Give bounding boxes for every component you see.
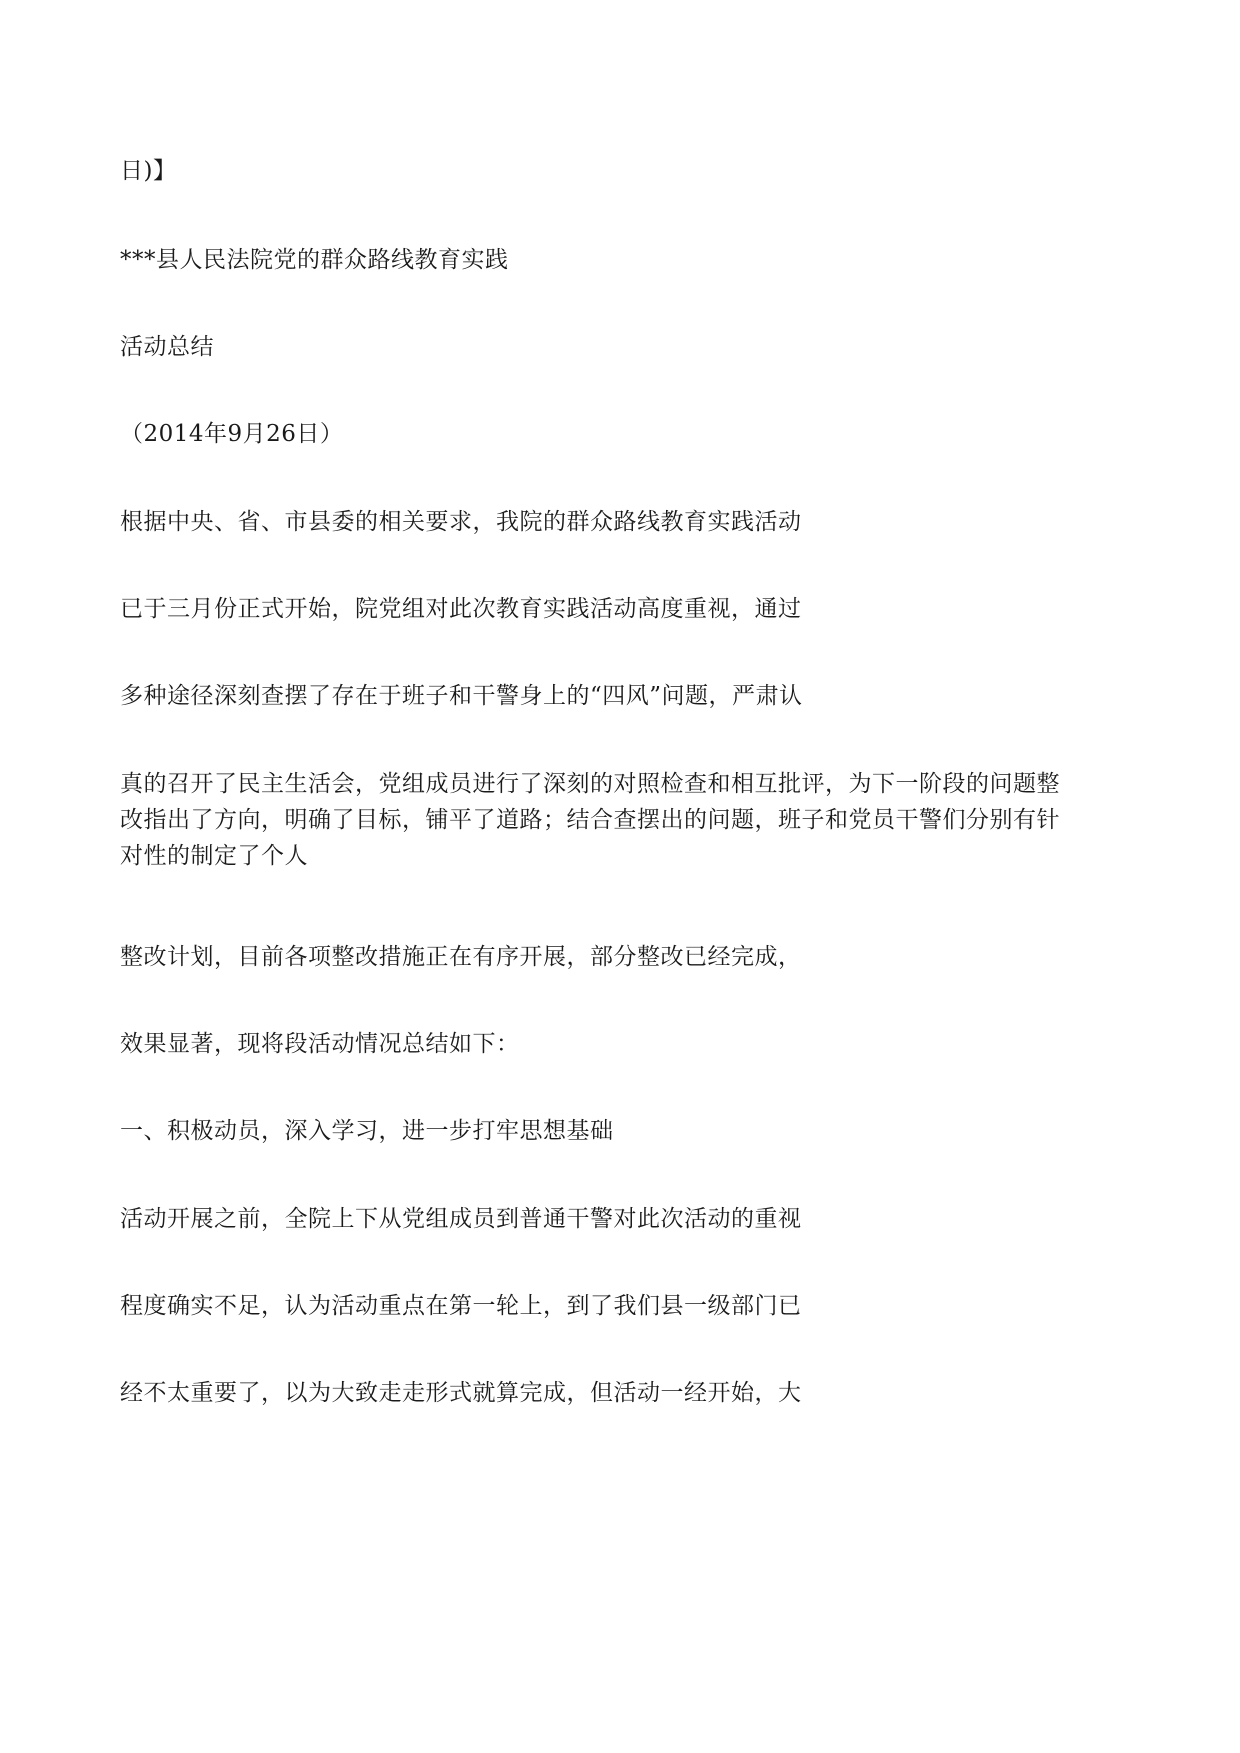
text-line: 一、积极动员，深入学习，进一步打牢思想基础 — [120, 1118, 614, 1144]
text-line: （2014年9月26日） — [120, 421, 344, 447]
text-line: 根据中央、省、市县委的相关要求，我院的群众路线教育实践活动 — [120, 509, 802, 535]
text-line: 对性的制定了个人 — [120, 843, 308, 869]
text-line: 经不太重要了，以为大致走走形式就算完成，但活动一经开始，大 — [120, 1380, 802, 1406]
text-line: 改指出了方向，明确了目标，铺平了道路；结合查摆出的问题，班子和党员干警们分别有针 — [120, 807, 1060, 833]
text-line: 活动开展之前，全院上下从党组成员到普通干警对此次活动的重视 — [120, 1206, 802, 1232]
text-line: 程度确实不足，认为活动重点在第一轮上，到了我们县一级部门已 — [120, 1293, 802, 1319]
text-line: ***县人民法院党的群众路线教育实践 — [120, 247, 509, 273]
text-line: 真的召开了民主生活会，党组成员进行了深刻的对照检查和相互批评，为下一阶段的问题整 — [120, 771, 1060, 797]
text-line: 效果显著，现将段活动情况总结如下： — [120, 1031, 520, 1057]
text-line: 整改计划，目前各项整改措施正在有序开展，部分整改已经完成， — [120, 944, 802, 970]
paragraph-block — [120, 766, 1130, 874]
text-line: 已于三月份正式开始，院党组对此次教育实践活动高度重视，通过 — [120, 596, 802, 622]
text-line: 日)】 — [120, 158, 177, 184]
text-line: 多种途径深刻查摆了存在于班子和干警身上的“四风”问题，严肃认 — [120, 683, 803, 709]
text-line: 活动总结 — [120, 334, 214, 360]
